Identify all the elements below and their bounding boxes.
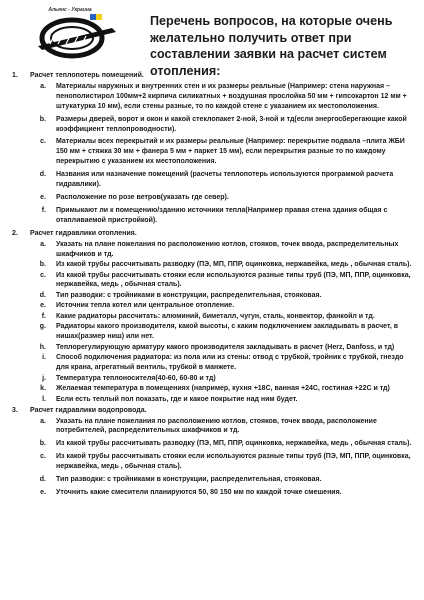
section-items [12,240,416,405]
page-title: Перечень вопросов, на которые очень желательно получить ответ при составлении заявки на расчет систем отопления: [150,14,393,78]
item-text: Теплорегулирующую арматуру какого производителя закладывать в расчет (Herz, Danfoss, и тд) [56,343,395,351]
list-item [12,452,416,472]
item-letter: b. [39,115,46,123]
list-item [12,291,416,301]
list-item [12,384,416,394]
list-item [12,395,416,405]
item-letter: a. [40,240,46,248]
item-text: Радиаторы какого производителя, какой высоты, с каким подключением закладывать в расчет, в нишах(размер ниш) или нет. [56,323,399,341]
item-text: Источник тепла котел или центральное отопление. [56,302,235,310]
section-items [12,417,416,498]
item-letter: f. [41,312,46,320]
item-letter: c. [40,271,46,279]
item-letter: a. [40,417,46,425]
item-letter: c. [40,453,46,461]
list-item [12,240,416,260]
question-list [12,70,416,501]
item-text: Материалы всех перекрытий и их размеры реальные (Например: перекрытие подвала –плита ЖБИ 150 мм + стяжка 30 мм + фанера 5 мм + паркет 15 мм), если перекрытия разные то по каждому перекрытию с указанием их местоположения. [56,138,405,166]
logo-graphic [30,6,126,60]
item-text: Из какой трубы рассчитывать стояки если используются разные типы труб (ПЭ, МП, ППР, оцинковка, нержавейка, медь , обычная сталь). [56,453,411,471]
section-title: Расчет гидравлики водопровода. [30,406,147,414]
list-item [12,137,416,167]
item-letter: k. [40,385,46,393]
item-letter: d. [39,476,46,484]
section-number: 2. [12,229,18,237]
list-item [12,206,416,226]
list-item [12,374,416,384]
list-item [12,353,416,373]
item-text: Какие радиаторы рассчитать: алюминий, биметалл, чугун, сталь, конвектор, фанкойл и тд. [56,312,375,320]
item-text: Названия или назначение помещений (расчеты теплопотерь используются программой расчета гидравлики). [56,171,394,189]
list-item [12,193,416,203]
item-text: Примыкают ли к помещению/зданию источники тепла(Например правая стена здания общая с отапливаемой пристройкой). [56,206,388,224]
section-items [12,82,416,226]
section-number: 1. [12,72,18,79]
section-heading [12,406,416,416]
item-letter: b. [39,440,46,448]
item-letter: c. [40,138,46,146]
list-item [12,488,416,498]
item-letter: e. [40,302,46,310]
section-title: Расчет гидравлики отопления. [30,229,137,237]
item-text: Желаемая температура в помещениях (например, кухня +18С, ванная +24С, гостиная +22С и тд) [56,385,390,393]
list-item [12,475,416,485]
item-letter: d. [39,171,46,179]
item-letter: g. [39,323,46,331]
list-item [12,271,416,291]
logo-caption: Альянс - Украина [48,7,92,13]
section-number: 3. [12,406,18,414]
item-letter: e. [40,193,46,201]
section-heading [12,229,416,239]
item-text: Из какой трубы рассчитывать разводку (ПЭ, МП, ППР, оцинковка, нержавейка, медь , обычная сталь). [56,440,412,448]
item-text: Материалы наружных и внутренних стен и их размеры реальные (Например: стена наружная – пенополистирол 100мм+2 кирпича силикатных + воздушная прослойка 50 мм + гипсокартон 12 мм + штукатурка 10 мм), если стены разные, то по каждой стене с указанием их местоположения. [56,82,407,110]
item-text: Тип разводки: с тройниками в конструкции, распределительная, стояковая. [56,291,322,299]
item-text: Из какой трубы рассчитывать стояки если используются разные типы труб (ПЭ, МП, ППР, оцинковка, нержавейка, медь , обычная сталь). [56,271,411,289]
list-item [12,312,416,322]
item-letter: a. [40,82,46,90]
item-text: Уточнить какие смесители планируются 50, 80 150 мм по каждой точке смешения. [56,488,342,496]
item-letter: i. [42,354,46,362]
list-item [12,82,416,112]
item-text: Температура теплоносителя(40-60, 60-80 и тд) [56,374,216,382]
list-item [12,417,416,437]
list-item [12,260,416,270]
item-text: Указать на плане пожелания по расположению котлов, стояков, точек ввода, распределительных шкафчиков и тд. [56,240,399,258]
item-letter: f. [41,206,46,214]
item-text: Способ подключения радиатора: из пола или из стены: отвод с трубкой, тройник с трубкой, гнездо для крана, агрегатный вентиль, трубкой в манжете. [56,354,404,372]
item-letter: l. [42,395,46,403]
item-letter: e. [40,488,46,496]
company-logo [30,6,126,60]
list-item [12,301,416,311]
item-letter: h. [39,343,46,351]
list-item [12,439,416,449]
item-letter: d. [39,291,46,299]
list-item [12,170,416,190]
item-text: Указать на плане пожелания по расположению котлов, стояков, точек ввода, расположение потребителей, распределительных шкафчиков и тд. [56,417,377,435]
item-letter: b. [39,261,46,268]
item-text: Расположение по розе ветров(указать где север). [56,193,229,201]
item-text: Из какой трубы рассчитывать разводку (ПЭ, МП, ППР, оцинковка, нержавейка, медь , обычная сталь). [56,261,412,268]
item-text: Тип разводки: с тройниками в конструкции, распределительная, стояковая. [56,476,322,484]
item-text: Размеры дверей, ворот и окон и какой стеклопакет 2-ной, 3-ной и тд(если энергосберегающие какой коэффициент теплопроводности). [56,115,407,133]
list-item [12,322,416,342]
section-heading [12,71,416,81]
section-title: Расчет теплопотерь помещений. [30,72,144,79]
list-item [12,343,416,353]
item-text: Если есть теплый пол показать, где и какое покрытие над ним будет. [56,395,298,403]
list-item [12,115,416,135]
item-letter: j. [42,374,46,382]
